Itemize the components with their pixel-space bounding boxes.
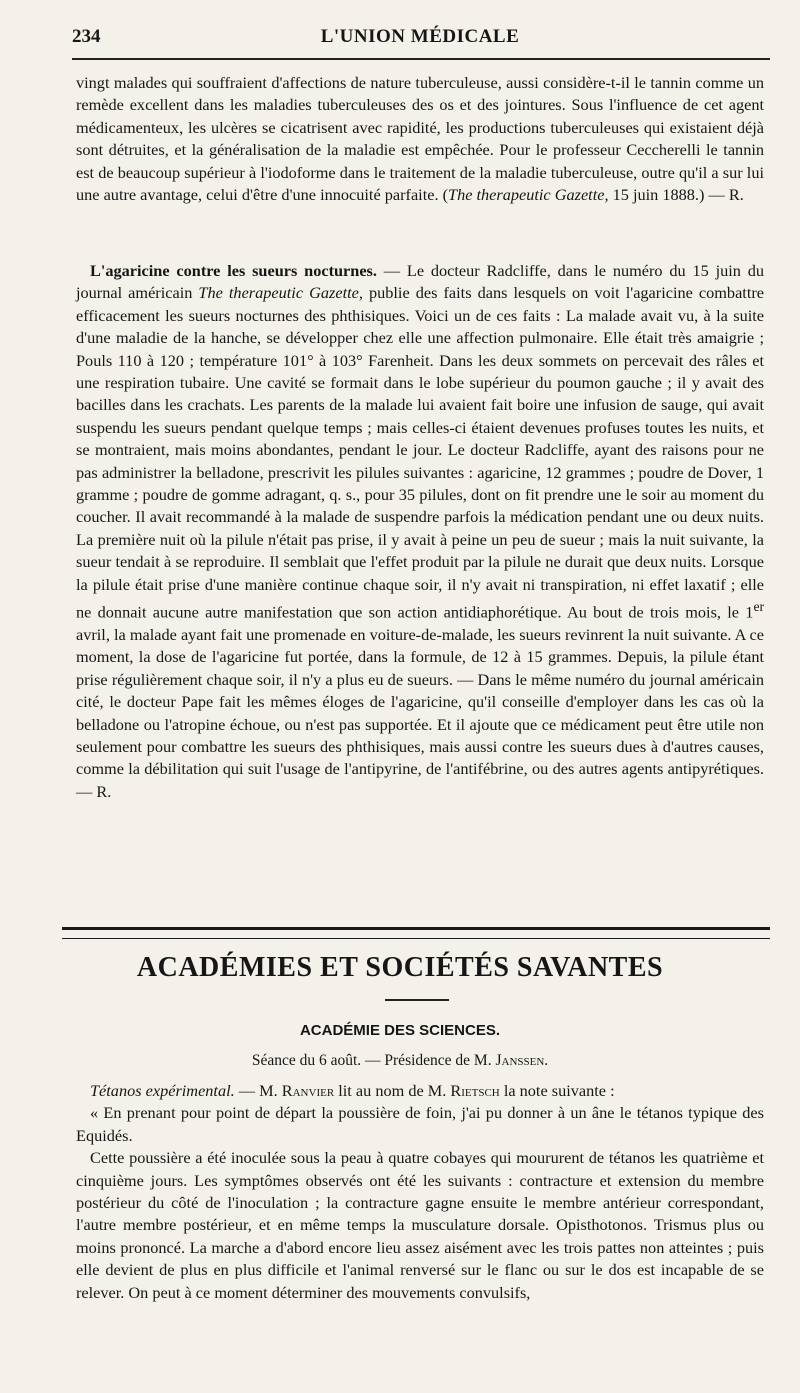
running-head — [72, 22, 768, 52]
seance-president: Janssen — [495, 1052, 545, 1069]
agaricine-text-a: — Le docteur Radcliffe, dans le numéro du 15 juin du journal américain — [76, 261, 764, 303]
tannin-paragraph — [76, 72, 764, 206]
tetanos-paragraph-2: Cette poussière a été inoculée sous la peau à quatre cobayes qui moururent de tétanos les quatrième et cinquième jours. Les symptômes observés ont été les suivants : contracture et extension du membre postérieur du côté de l'inoculation ; la contracture gagne ensuite le membre antérieur correspondant, l'autre membre postérieur, et en même temps la musculature dorsale. Opisthotonos. Trismus plus ou moins prononcé. La marche a d'abord encore lieu assez aisément avec les trois pattes non atteintes ; puis elle devient de plus en plus difficile et l'animal renversé sur le flanc ou sur le dos est incapable de se relever. On peut à ce moment déterminer des mouvements convulsifs, — [76, 1148, 764, 1302]
seance-line — [0, 1052, 800, 1070]
section-short-rule — [385, 999, 449, 1001]
journal-title: L'UNION MÉDICALE — [320, 26, 520, 47]
section-title: ACADÉMIES ET SOCIÉTÉS SAVANTES — [136, 952, 664, 983]
tetanos-author-1: Ranvier — [281, 1081, 335, 1100]
agaricine-title: L'agaricine contre les sueurs nocturnes. — [90, 261, 377, 280]
agaricine-journal: The therapeutic Gazette, — [198, 283, 363, 303]
agaricine-text-c: avril, la malade ayant fait une promenade en voiture-de-malade, les sueurs revinrent la nuit suivante. A ce moment, la dose de l'agaricine fut portée, dans la formule, de 12 à 15 grammes. Depuis, la pilule étant prise régulièrement chaque soir, il n'y a plus eu de sueurs. — Dans le même numéro du journal américain cité, le docteur Pape fait les mêmes éloges de l'agaricine, qu'il conseille d'employer dans les cas où la belladone ou l'atropine échoue, ou n'est pas supportée. Et il ajoute que ce médicament peut être utile non seulement pour combattre les sueurs des phthisiques, mais aussi contre les sueurs dues à d'autres causes, comme la débilitation qui suit l'usage de l'antipyrine, de l'antifébrine, ou des autres agents antipyrétiques. — R. — [76, 624, 764, 801]
article-tannin-continued — [76, 72, 764, 206]
tannin-citation-journal: The therapeutic Gazette, — [448, 185, 609, 205]
tannin-text: vingt malades qui souffraient d'affections de nature tuberculeuse, aussi considère-t-il le tannin comme un remède excellent dans les maladies tuberculeuses des os et des jointures. Sous l'influence de cet agent médicamenteux, les ulcères se cicatrisent avec rapidité, les productions tuberculeuses qui existaient déjà sont détruites, et la généralisation de la maladie est empêchée. Pour le professeur Ceccherelli le tannin est de beaucoup supérieur à l'iodoforme dans le traitement de la maladie tuberculeuse, outre qu'il a sur lui une autre avantage, celui d'être d'une innocuité parfaite. ( — [76, 73, 764, 205]
tetanos-intro-a: — M. — [234, 1081, 282, 1100]
tetanos-paragraph-1: « En prenant pour point de départ la poussière de foin, j'ai pu donner à un âne le tétanos typique des Equidés. — [76, 1103, 764, 1145]
tetanos-intro — [76, 1080, 764, 1102]
article-agaricine — [76, 260, 764, 803]
header-rule — [72, 58, 770, 60]
tetanos-intro-b: lit au nom de M. — [334, 1081, 451, 1100]
tannin-citation-date: 15 juin 1888.) — R. — [608, 185, 744, 205]
tetanos-author-2: Rietsch — [450, 1081, 500, 1100]
agaricine-sup: er — [753, 599, 764, 615]
section-separator — [62, 927, 770, 939]
tetanos-intro-c: la note suivante : — [499, 1081, 615, 1100]
academy-subtitle: ACADÉMIE DES SCIENCES. — [299, 1022, 501, 1039]
article-tetanos — [76, 1080, 764, 1304]
tetanos-title: Tétanos expérimental. — [90, 1081, 235, 1100]
seance-end: . — [544, 1052, 549, 1069]
seance-text: Séance du 6 août. — Présidence de M. — [251, 1052, 496, 1069]
agaricine-text-b: publie des faits dans lesquels on voit l'agaricine combattre efficacement les sueurs nocturnes des phthisiques. Voici un de ces faits : La malade avait vu, à la suite d'une maladie de la hanche, se développer chez elle une affection pulmonaire. Elle était très amaigrie ; Pouls 110 à 120 ; température 101° à 103° Farenheit. Dans les deux sommets on percevait des râles et une respiration tubaire. Une cavité se formait dans le lobe supérieur du poumon gauche ; il y avait des bacilles dans les crachats. Les parents de la malade lui avaient fait boire une infusion de sauge, qui avait suspendu les sueurs pendant quelque temps ; mais celles-ci étaient devenues profuses toutes les nuits, et se montraient, mais moins abondantes, pendant le jour. Le docteur Radcliffe, ayant des raisons pour ne pas administrer la belladone, prescrivit les pilules suivantes : agaricine, 12 grammes ; poudre de Dover, 1 gramme ; poudre de gomme adragant, q. s., pour 35 pilules, dont on fit prendre une le soir au moment du coucher. Il avait recommandé à la malade de suspendre parfois la médication pendant une ou deux nuits. La première nuit où la pilule n'était pas prise, il y avait à peine un peu de sueur ; mais la nuit suivante, la sueur tendait à se reproduire. Il semblait que l'effet produit par la pilule ne durait que deux nuits. Lorsque la pilule était prise d'une manière continue chaque soir, il n'y avait ni transpiration, ni effet laxatif ; elle ne donnait aucune autre manifestation que son action antidiaphorétique. Au bout de trois mois, le 1 — [76, 283, 764, 622]
page-number: 234 — [72, 26, 101, 47]
agaricine-paragraph — [76, 260, 764, 803]
